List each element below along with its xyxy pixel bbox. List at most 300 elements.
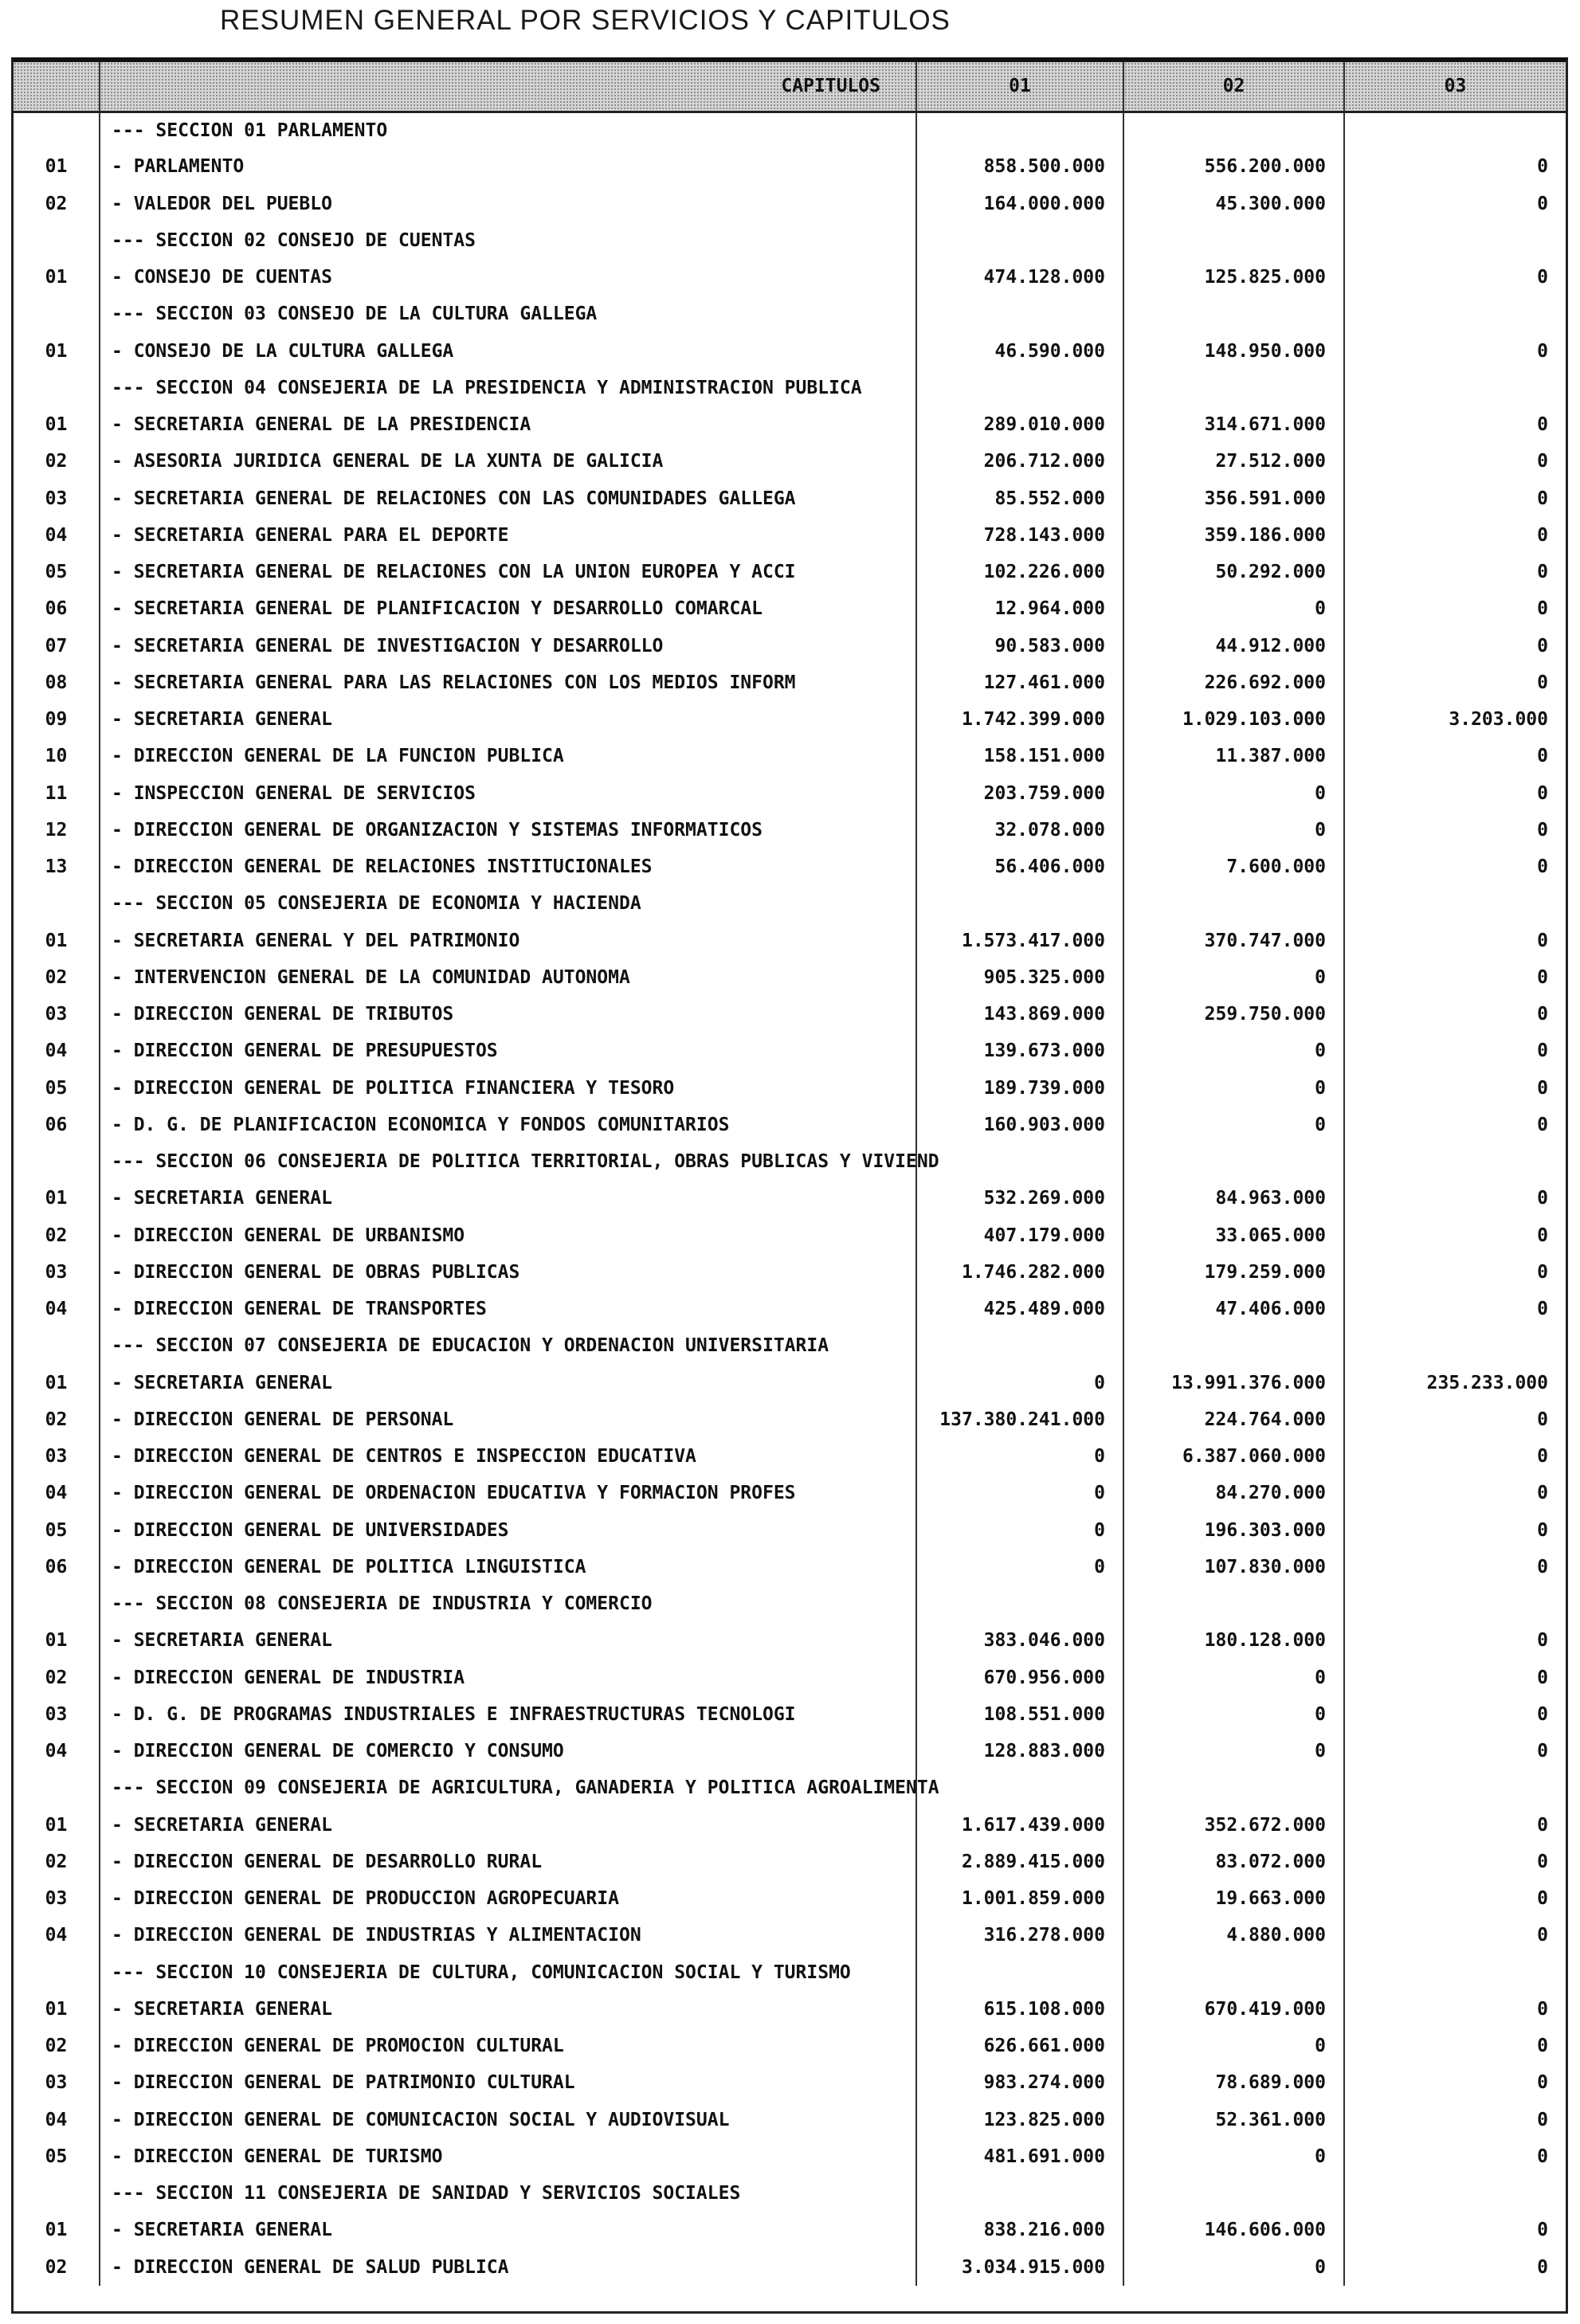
header-chapter-03: 03 xyxy=(1344,62,1566,112)
service-name: - DIRECCION GENERAL DE URBANISMO xyxy=(100,1217,916,1254)
service-name: - CONSEJO DE CUENTAS xyxy=(100,259,916,296)
value-chapter-01: 838.216.000 xyxy=(916,2212,1123,2248)
value-cell-03 xyxy=(1344,1585,1566,1622)
service-code: 10 xyxy=(45,746,68,767)
value-chapter-01: 316.278.000 xyxy=(916,1917,1123,1954)
value-cell-01 xyxy=(916,1143,1123,1180)
service-name: - D. G. DE PLANIFICACION ECONOMICA Y FONDOS COMUNITARIOS xyxy=(100,1107,916,1143)
service-name: - DIRECCION GENERAL DE ORGANIZACION Y SISTEMAS INFORMATICOS xyxy=(100,812,916,848)
value-chapter-02: 19.663.000 xyxy=(1123,1880,1344,1917)
value-chapter-01: 102.226.000 xyxy=(916,554,1123,590)
value-cell-02 xyxy=(1123,885,1344,922)
table-row xyxy=(14,1107,1566,1143)
value-chapter-02: 148.950.000 xyxy=(1123,333,1344,370)
value-chapter-01: 108.551.000 xyxy=(916,1696,1123,1733)
table-row xyxy=(14,1807,1566,1844)
section-row xyxy=(14,112,1566,148)
value-chapter-02: 33.065.000 xyxy=(1123,1217,1344,1254)
code-cell xyxy=(14,296,100,332)
table-row xyxy=(14,2064,1566,2101)
service-code: 06 xyxy=(45,1114,68,1135)
value-chapter-03: 0 xyxy=(1344,333,1566,370)
section-row xyxy=(14,1143,1566,1180)
service-code: 02 xyxy=(45,193,68,214)
code-cell xyxy=(14,2175,100,2212)
table-row xyxy=(14,1991,1566,2028)
value-cell-02 xyxy=(1123,296,1344,332)
service-code: 03 xyxy=(45,1888,68,1910)
header-chapter-01: 01 xyxy=(916,62,1123,112)
service-code: 12 xyxy=(45,819,68,841)
service-code: 03 xyxy=(45,1703,68,1725)
value-chapter-02: 0 xyxy=(1123,1733,1344,1769)
section-row xyxy=(14,296,1566,332)
value-cell-01 xyxy=(916,1327,1123,1364)
table-row xyxy=(14,406,1566,443)
value-chapter-01: 983.274.000 xyxy=(916,2064,1123,2101)
service-name: - SECRETARIA GENERAL Y DEL PATRIMONIO xyxy=(100,923,916,959)
service-name: - SECRETARIA GENERAL PARA EL DEPORTE xyxy=(100,517,916,554)
value-chapter-01: 289.010.000 xyxy=(916,406,1123,443)
value-chapter-02: 0 xyxy=(1123,1660,1344,1696)
value-chapter-03: 0 xyxy=(1344,1696,1566,1733)
value-chapter-03: 0 xyxy=(1344,1660,1566,1696)
service-name: - DIRECCION GENERAL DE PROMOCION CULTURAL xyxy=(100,2028,916,2064)
value-chapter-02: 226.692.000 xyxy=(1123,664,1344,701)
value-cell-01 xyxy=(916,222,1123,259)
value-chapter-02: 7.600.000 xyxy=(1123,848,1344,885)
table-row xyxy=(14,1070,1566,1107)
table-row xyxy=(14,1549,1566,1585)
value-chapter-01: 46.590.000 xyxy=(916,333,1123,370)
value-chapter-02: 196.303.000 xyxy=(1123,1512,1344,1549)
service-name: - INSPECCION GENERAL DE SERVICIOS xyxy=(100,775,916,812)
service-name: - VALEDOR DEL PUEBLO xyxy=(100,186,916,222)
service-name: - DIRECCION GENERAL DE RELACIONES INSTITUCIONALES xyxy=(100,848,916,885)
table-row xyxy=(14,1622,1566,1659)
service-code: 04 xyxy=(45,1741,68,1762)
value-chapter-03: 0 xyxy=(1344,1401,1566,1438)
table-row xyxy=(14,1880,1566,1917)
value-chapter-01: 139.673.000 xyxy=(916,1033,1123,1069)
value-chapter-02: 11.387.000 xyxy=(1123,738,1344,774)
value-chapter-02: 0 xyxy=(1123,1696,1344,1733)
value-chapter-02: 52.361.000 xyxy=(1123,2102,1344,2138)
service-code: 02 xyxy=(45,2036,68,2057)
value-cell-03 xyxy=(1344,1143,1566,1180)
value-chapter-02: 180.128.000 xyxy=(1123,1622,1344,1659)
value-chapter-01: 0 xyxy=(916,1512,1123,1549)
value-chapter-03: 0 xyxy=(1344,259,1566,296)
value-cell-01 xyxy=(916,1585,1123,1622)
value-cell-02 xyxy=(1123,1327,1344,1364)
section-row xyxy=(14,1585,1566,1622)
section-title: --- SECCION 03 CONSEJO DE LA CULTURA GALLEGA xyxy=(100,296,916,332)
value-cell-03 xyxy=(1344,1327,1566,1364)
value-chapter-02: 259.750.000 xyxy=(1123,996,1344,1033)
value-chapter-02: 0 xyxy=(1123,775,1344,812)
table-row xyxy=(14,1696,1566,1733)
table-row xyxy=(14,738,1566,774)
value-chapter-02: 78.689.000 xyxy=(1123,2064,1344,2101)
value-chapter-01: 407.179.000 xyxy=(916,1217,1123,1254)
service-code: 04 xyxy=(45,1925,68,1946)
value-chapter-01: 137.380.241.000 xyxy=(916,1401,1123,1438)
value-chapter-03: 0 xyxy=(1344,590,1566,627)
table-row xyxy=(14,664,1566,701)
table-row xyxy=(14,2212,1566,2248)
service-code: 09 xyxy=(45,709,68,731)
value-chapter-01: 160.903.000 xyxy=(916,1107,1123,1143)
value-chapter-01: 32.078.000 xyxy=(916,812,1123,848)
value-chapter-01: 1.617.439.000 xyxy=(916,1807,1123,1844)
value-chapter-01: 670.956.000 xyxy=(916,1660,1123,1696)
section-title: --- SECCION 09 CONSEJERIA DE AGRICULTURA, GANADERIA Y POLITICA AGROALIMENTA xyxy=(100,1769,916,1806)
value-chapter-01: 626.661.000 xyxy=(916,2028,1123,2064)
section-row xyxy=(14,885,1566,922)
value-chapter-03: 0 xyxy=(1344,2102,1566,2138)
value-chapter-03: 0 xyxy=(1344,996,1566,1033)
service-code: 03 xyxy=(45,1004,68,1025)
value-chapter-03: 0 xyxy=(1344,1512,1566,1549)
service-name: - SECRETARIA GENERAL DE LA PRESIDENCIA xyxy=(100,406,916,443)
service-name: - DIRECCION GENERAL DE TURISMO xyxy=(100,2138,916,2175)
table-row xyxy=(14,848,1566,885)
value-chapter-01: 128.883.000 xyxy=(916,1733,1123,1769)
value-chapter-03: 0 xyxy=(1344,2249,1566,2286)
table-row xyxy=(14,1365,1566,1401)
value-chapter-02: 0 xyxy=(1123,2028,1344,2064)
value-chapter-02: 0 xyxy=(1123,2138,1344,2175)
table-row xyxy=(14,480,1566,517)
value-chapter-03: 0 xyxy=(1344,1807,1566,1844)
service-code: 11 xyxy=(45,782,68,804)
value-chapter-02: 0 xyxy=(1123,1033,1344,1069)
value-cell-03 xyxy=(1344,1769,1566,1806)
value-cell-01 xyxy=(916,112,1123,148)
value-chapter-02: 83.072.000 xyxy=(1123,1844,1344,1880)
section-title: --- SECCION 04 CONSEJERIA DE LA PRESIDENCIA Y ADMINISTRACION PUBLICA xyxy=(100,370,916,406)
value-chapter-02: 6.387.060.000 xyxy=(1123,1438,1344,1475)
value-chapter-02: 84.963.000 xyxy=(1123,1180,1344,1217)
service-code: 03 xyxy=(45,488,68,509)
table-row xyxy=(14,1401,1566,1438)
header-capitulos: CAPITULOS xyxy=(100,62,916,112)
service-name: - SECRETARIA GENERAL xyxy=(100,1807,916,1844)
value-cell-01 xyxy=(916,370,1123,406)
value-chapter-02: 359.186.000 xyxy=(1123,517,1344,554)
service-name: - DIRECCION GENERAL DE TRANSPORTES xyxy=(100,1291,916,1327)
value-cell-02 xyxy=(1123,222,1344,259)
value-cell-01 xyxy=(916,1954,1123,1991)
value-chapter-01: 474.128.000 xyxy=(916,259,1123,296)
value-chapter-02: 0 xyxy=(1123,1070,1344,1107)
table-row xyxy=(14,628,1566,664)
value-chapter-02: 0 xyxy=(1123,959,1344,996)
table-row xyxy=(14,2102,1566,2138)
value-chapter-01: 858.500.000 xyxy=(916,148,1123,185)
value-cell-02 xyxy=(1123,112,1344,148)
service-name: - SECRETARIA GENERAL DE RELACIONES CON LAS COMUNIDADES GALLEGA xyxy=(100,480,916,517)
service-name: - DIRECCION GENERAL DE LA FUNCION PUBLICA xyxy=(100,738,916,774)
value-chapter-01: 143.869.000 xyxy=(916,996,1123,1033)
service-name: - SECRETARIA GENERAL xyxy=(100,701,916,738)
service-name: - DIRECCION GENERAL DE PERSONAL xyxy=(100,1401,916,1438)
value-chapter-01: 1.001.859.000 xyxy=(916,1880,1123,1917)
value-chapter-01: 56.406.000 xyxy=(916,848,1123,885)
table-row xyxy=(14,1180,1566,1217)
value-chapter-02: 0 xyxy=(1123,1107,1344,1143)
table-row xyxy=(14,517,1566,554)
value-chapter-01: 3.034.915.000 xyxy=(916,2249,1123,2286)
service-code: 02 xyxy=(45,1667,68,1688)
service-code: 04 xyxy=(45,1299,68,1320)
value-chapter-01: 481.691.000 xyxy=(916,2138,1123,2175)
service-name: - PARLAMENTO xyxy=(100,148,916,185)
value-chapter-02: 44.912.000 xyxy=(1123,628,1344,664)
service-name: - DIRECCION GENERAL DE INDUSTRIA xyxy=(100,1660,916,1696)
value-chapter-01: 0 xyxy=(916,1549,1123,1585)
service-code: 04 xyxy=(45,524,68,546)
value-chapter-02: 1.029.103.000 xyxy=(1123,701,1344,738)
code-cell xyxy=(14,885,100,922)
table-row xyxy=(14,959,1566,996)
value-chapter-03: 0 xyxy=(1344,775,1566,812)
service-name: - SECRETARIA GENERAL xyxy=(100,1991,916,2028)
value-chapter-03: 0 xyxy=(1344,923,1566,959)
value-chapter-03: 0 xyxy=(1344,1991,1566,2028)
value-chapter-03: 0 xyxy=(1344,443,1566,480)
service-code: 08 xyxy=(45,672,68,693)
service-code: 01 xyxy=(45,156,68,178)
budget-table-frame xyxy=(11,57,1568,2314)
table-row xyxy=(14,554,1566,590)
value-chapter-01: 2.889.415.000 xyxy=(916,1844,1123,1880)
budget-summary-table xyxy=(14,62,1566,2286)
service-code: 01 xyxy=(45,1814,68,1836)
section-title: --- SECCION 01 PARLAMENTO xyxy=(100,112,916,148)
header-chapter-02: 02 xyxy=(1123,62,1344,112)
value-chapter-02: 0 xyxy=(1123,590,1344,627)
table-row xyxy=(14,701,1566,738)
value-chapter-01: 1.742.399.000 xyxy=(916,701,1123,738)
value-cell-03 xyxy=(1344,885,1566,922)
value-chapter-01: 85.552.000 xyxy=(916,480,1123,517)
service-name: - SECRETARIA GENERAL xyxy=(100,1180,916,1217)
service-code: 01 xyxy=(45,2220,68,2241)
value-chapter-03: 0 xyxy=(1344,1033,1566,1069)
service-name: - DIRECCION GENERAL DE PRESUPUESTOS xyxy=(100,1033,916,1069)
service-name: - INTERVENCION GENERAL DE LA COMUNIDAD AUTONOMA xyxy=(100,959,916,996)
service-code: 02 xyxy=(45,966,68,988)
value-chapter-03: 3.203.000 xyxy=(1344,701,1566,738)
table-row xyxy=(14,2249,1566,2286)
service-code: 06 xyxy=(45,598,68,620)
table-row xyxy=(14,443,1566,480)
service-code: 04 xyxy=(45,2109,68,2130)
service-name: - DIRECCION GENERAL DE TRIBUTOS xyxy=(100,996,916,1033)
table-row xyxy=(14,1660,1566,1696)
value-chapter-03: 0 xyxy=(1344,1438,1566,1475)
value-chapter-03: 0 xyxy=(1344,406,1566,443)
service-code: 05 xyxy=(45,1519,68,1541)
section-row xyxy=(14,1954,1566,1991)
value-chapter-03: 0 xyxy=(1344,2138,1566,2175)
value-chapter-01: 206.712.000 xyxy=(916,443,1123,480)
value-chapter-02: 0 xyxy=(1123,812,1344,848)
value-chapter-03: 0 xyxy=(1344,1917,1566,1954)
header-row xyxy=(14,62,1566,112)
value-chapter-03: 0 xyxy=(1344,1733,1566,1769)
service-name: - D. G. DE PROGRAMAS INDUSTRIALES E INFRAESTRUCTURAS TECNOLOGI xyxy=(100,1696,916,1733)
service-name: - CONSEJO DE LA CULTURA GALLEGA xyxy=(100,333,916,370)
table-row xyxy=(14,1512,1566,1549)
table-row xyxy=(14,2028,1566,2064)
section-title: --- SECCION 08 CONSEJERIA DE INDUSTRIA Y COMERCIO xyxy=(100,1585,916,1622)
value-chapter-02: 0 xyxy=(1123,2249,1344,2286)
value-chapter-03: 0 xyxy=(1344,1217,1566,1254)
value-chapter-03: 0 xyxy=(1344,848,1566,885)
code-cell xyxy=(14,370,100,406)
code-cell xyxy=(14,1327,100,1364)
document-title: RESUMEN GENERAL POR SERVICIOS Y CAPITULOS xyxy=(220,5,951,36)
table-row xyxy=(14,1033,1566,1069)
service-name: - SECRETARIA GENERAL DE INVESTIGACION Y DESARROLLO xyxy=(100,628,916,664)
value-cell-02 xyxy=(1123,2175,1344,2212)
service-name: - SECRETARIA GENERAL DE RELACIONES CON LA UNION EUROPEA Y ACCI xyxy=(100,554,916,590)
service-code: 04 xyxy=(45,1483,68,1504)
value-cell-03 xyxy=(1344,222,1566,259)
value-chapter-03: 0 xyxy=(1344,1549,1566,1585)
value-chapter-01: 90.583.000 xyxy=(916,628,1123,664)
section-title: --- SECCION 02 CONSEJO DE CUENTAS xyxy=(100,222,916,259)
service-code: 02 xyxy=(45,1225,68,1246)
table-row xyxy=(14,333,1566,370)
section-title: --- SECCION 11 CONSEJERIA DE SANIDAD Y SERVICIOS SOCIALES xyxy=(100,2175,916,2212)
table-row xyxy=(14,775,1566,812)
value-chapter-02: 107.830.000 xyxy=(1123,1549,1344,1585)
table-row xyxy=(14,1254,1566,1291)
value-chapter-01: 1.573.417.000 xyxy=(916,923,1123,959)
value-chapter-02: 670.419.000 xyxy=(1123,1991,1344,2028)
value-cell-03 xyxy=(1344,370,1566,406)
value-chapter-03: 0 xyxy=(1344,517,1566,554)
table-row xyxy=(14,2138,1566,2175)
table-row xyxy=(14,259,1566,296)
service-code: 01 xyxy=(45,1372,68,1393)
section-row xyxy=(14,370,1566,406)
service-code: 01 xyxy=(45,1998,68,2020)
service-code: 05 xyxy=(45,1077,68,1099)
value-chapter-01: 203.759.000 xyxy=(916,775,1123,812)
service-name: - DIRECCION GENERAL DE DESARROLLO RURAL xyxy=(100,1844,916,1880)
value-chapter-02: 45.300.000 xyxy=(1123,186,1344,222)
value-chapter-01: 189.739.000 xyxy=(916,1070,1123,1107)
service-name: - DIRECCION GENERAL DE ORDENACION EDUCATIVA Y FORMACION PROFES xyxy=(100,1475,916,1511)
table-row xyxy=(14,812,1566,848)
code-cell xyxy=(14,1585,100,1622)
service-name: - DIRECCION GENERAL DE CENTROS E INSPECCION EDUCATIVA xyxy=(100,1438,916,1475)
value-chapter-03: 0 xyxy=(1344,738,1566,774)
value-chapter-01: 532.269.000 xyxy=(916,1180,1123,1217)
service-name: - DIRECCION GENERAL DE SALUD PUBLICA xyxy=(100,2249,916,2286)
service-code: 02 xyxy=(45,1409,68,1430)
value-cell-03 xyxy=(1344,1954,1566,1991)
service-name: - DIRECCION GENERAL DE INDUSTRIAS Y ALIMENTACION xyxy=(100,1917,916,1954)
value-cell-02 xyxy=(1123,370,1344,406)
service-code: 01 xyxy=(45,340,68,362)
value-chapter-02: 50.292.000 xyxy=(1123,554,1344,590)
value-cell-01 xyxy=(916,296,1123,332)
table-row xyxy=(14,1917,1566,1954)
section-title: --- SECCION 05 CONSEJERIA DE ECONOMIA Y HACIENDA xyxy=(100,885,916,922)
section-title: --- SECCION 07 CONSEJERIA DE EDUCACION Y ORDENACION UNIVERSITARIA xyxy=(100,1327,916,1364)
section-row xyxy=(14,1327,1566,1364)
service-name: - DIRECCION GENERAL DE COMERCIO Y CONSUMO xyxy=(100,1733,916,1769)
value-chapter-03: 0 xyxy=(1344,480,1566,517)
code-cell xyxy=(14,1143,100,1180)
value-chapter-03: 0 xyxy=(1344,2064,1566,2101)
value-cell-03 xyxy=(1344,2175,1566,2212)
code-cell xyxy=(14,112,100,148)
service-name: - DIRECCION GENERAL DE PRODUCCION AGROPECUARIA xyxy=(100,1880,916,1917)
table-row xyxy=(14,186,1566,222)
value-chapter-01: 728.143.000 xyxy=(916,517,1123,554)
table-body xyxy=(14,112,1566,2286)
value-cell-02 xyxy=(1123,1769,1344,1806)
value-chapter-03: 0 xyxy=(1344,2028,1566,2064)
table-row xyxy=(14,1217,1566,1254)
service-code: 01 xyxy=(45,1630,68,1652)
service-code: 01 xyxy=(45,1188,68,1209)
value-chapter-03: 0 xyxy=(1344,959,1566,996)
value-cell-02 xyxy=(1123,1143,1344,1180)
value-chapter-03: 0 xyxy=(1344,148,1566,185)
value-chapter-03: 0 xyxy=(1344,1180,1566,1217)
value-chapter-02: 356.591.000 xyxy=(1123,480,1344,517)
service-code: 13 xyxy=(45,856,68,878)
service-name: - SECRETARIA GENERAL PARA LAS RELACIONES CON LOS MEDIOS INFORM xyxy=(100,664,916,701)
value-chapter-03: 0 xyxy=(1344,1291,1566,1327)
value-chapter-01: 158.151.000 xyxy=(916,738,1123,774)
service-code: 02 xyxy=(45,1851,68,1872)
section-title: --- SECCION 06 CONSEJERIA DE POLITICA TERRITORIAL, OBRAS PUBLICAS Y VIVIEND xyxy=(100,1143,916,1180)
table-row xyxy=(14,1475,1566,1511)
section-title: --- SECCION 10 CONSEJERIA DE CULTURA, COMUNICACION SOCIAL Y TURISMO xyxy=(100,1954,916,1991)
value-chapter-02: 27.512.000 xyxy=(1123,443,1344,480)
table-header xyxy=(14,62,1566,112)
value-chapter-01: 425.489.000 xyxy=(916,1291,1123,1327)
value-chapter-03: 0 xyxy=(1344,1844,1566,1880)
value-chapter-01: 383.046.000 xyxy=(916,1622,1123,1659)
value-chapter-02: 125.825.000 xyxy=(1123,259,1344,296)
value-cell-01 xyxy=(916,1769,1123,1806)
value-cell-01 xyxy=(916,885,1123,922)
table-row xyxy=(14,1844,1566,1880)
service-name: - SECRETARIA GENERAL DE PLANIFICACION Y DESARROLLO COMARCAL xyxy=(100,590,916,627)
service-name: - SECRETARIA GENERAL xyxy=(100,1622,916,1659)
table-row xyxy=(14,1438,1566,1475)
value-chapter-02: 224.764.000 xyxy=(1123,1401,1344,1438)
section-row xyxy=(14,222,1566,259)
service-name: - SECRETARIA GENERAL xyxy=(100,1365,916,1401)
service-code: 03 xyxy=(45,1261,68,1283)
value-chapter-01: 615.108.000 xyxy=(916,1991,1123,2028)
service-code: 01 xyxy=(45,267,68,288)
table-row xyxy=(14,923,1566,959)
value-chapter-01: 123.825.000 xyxy=(916,2102,1123,2138)
table-row xyxy=(14,1733,1566,1769)
